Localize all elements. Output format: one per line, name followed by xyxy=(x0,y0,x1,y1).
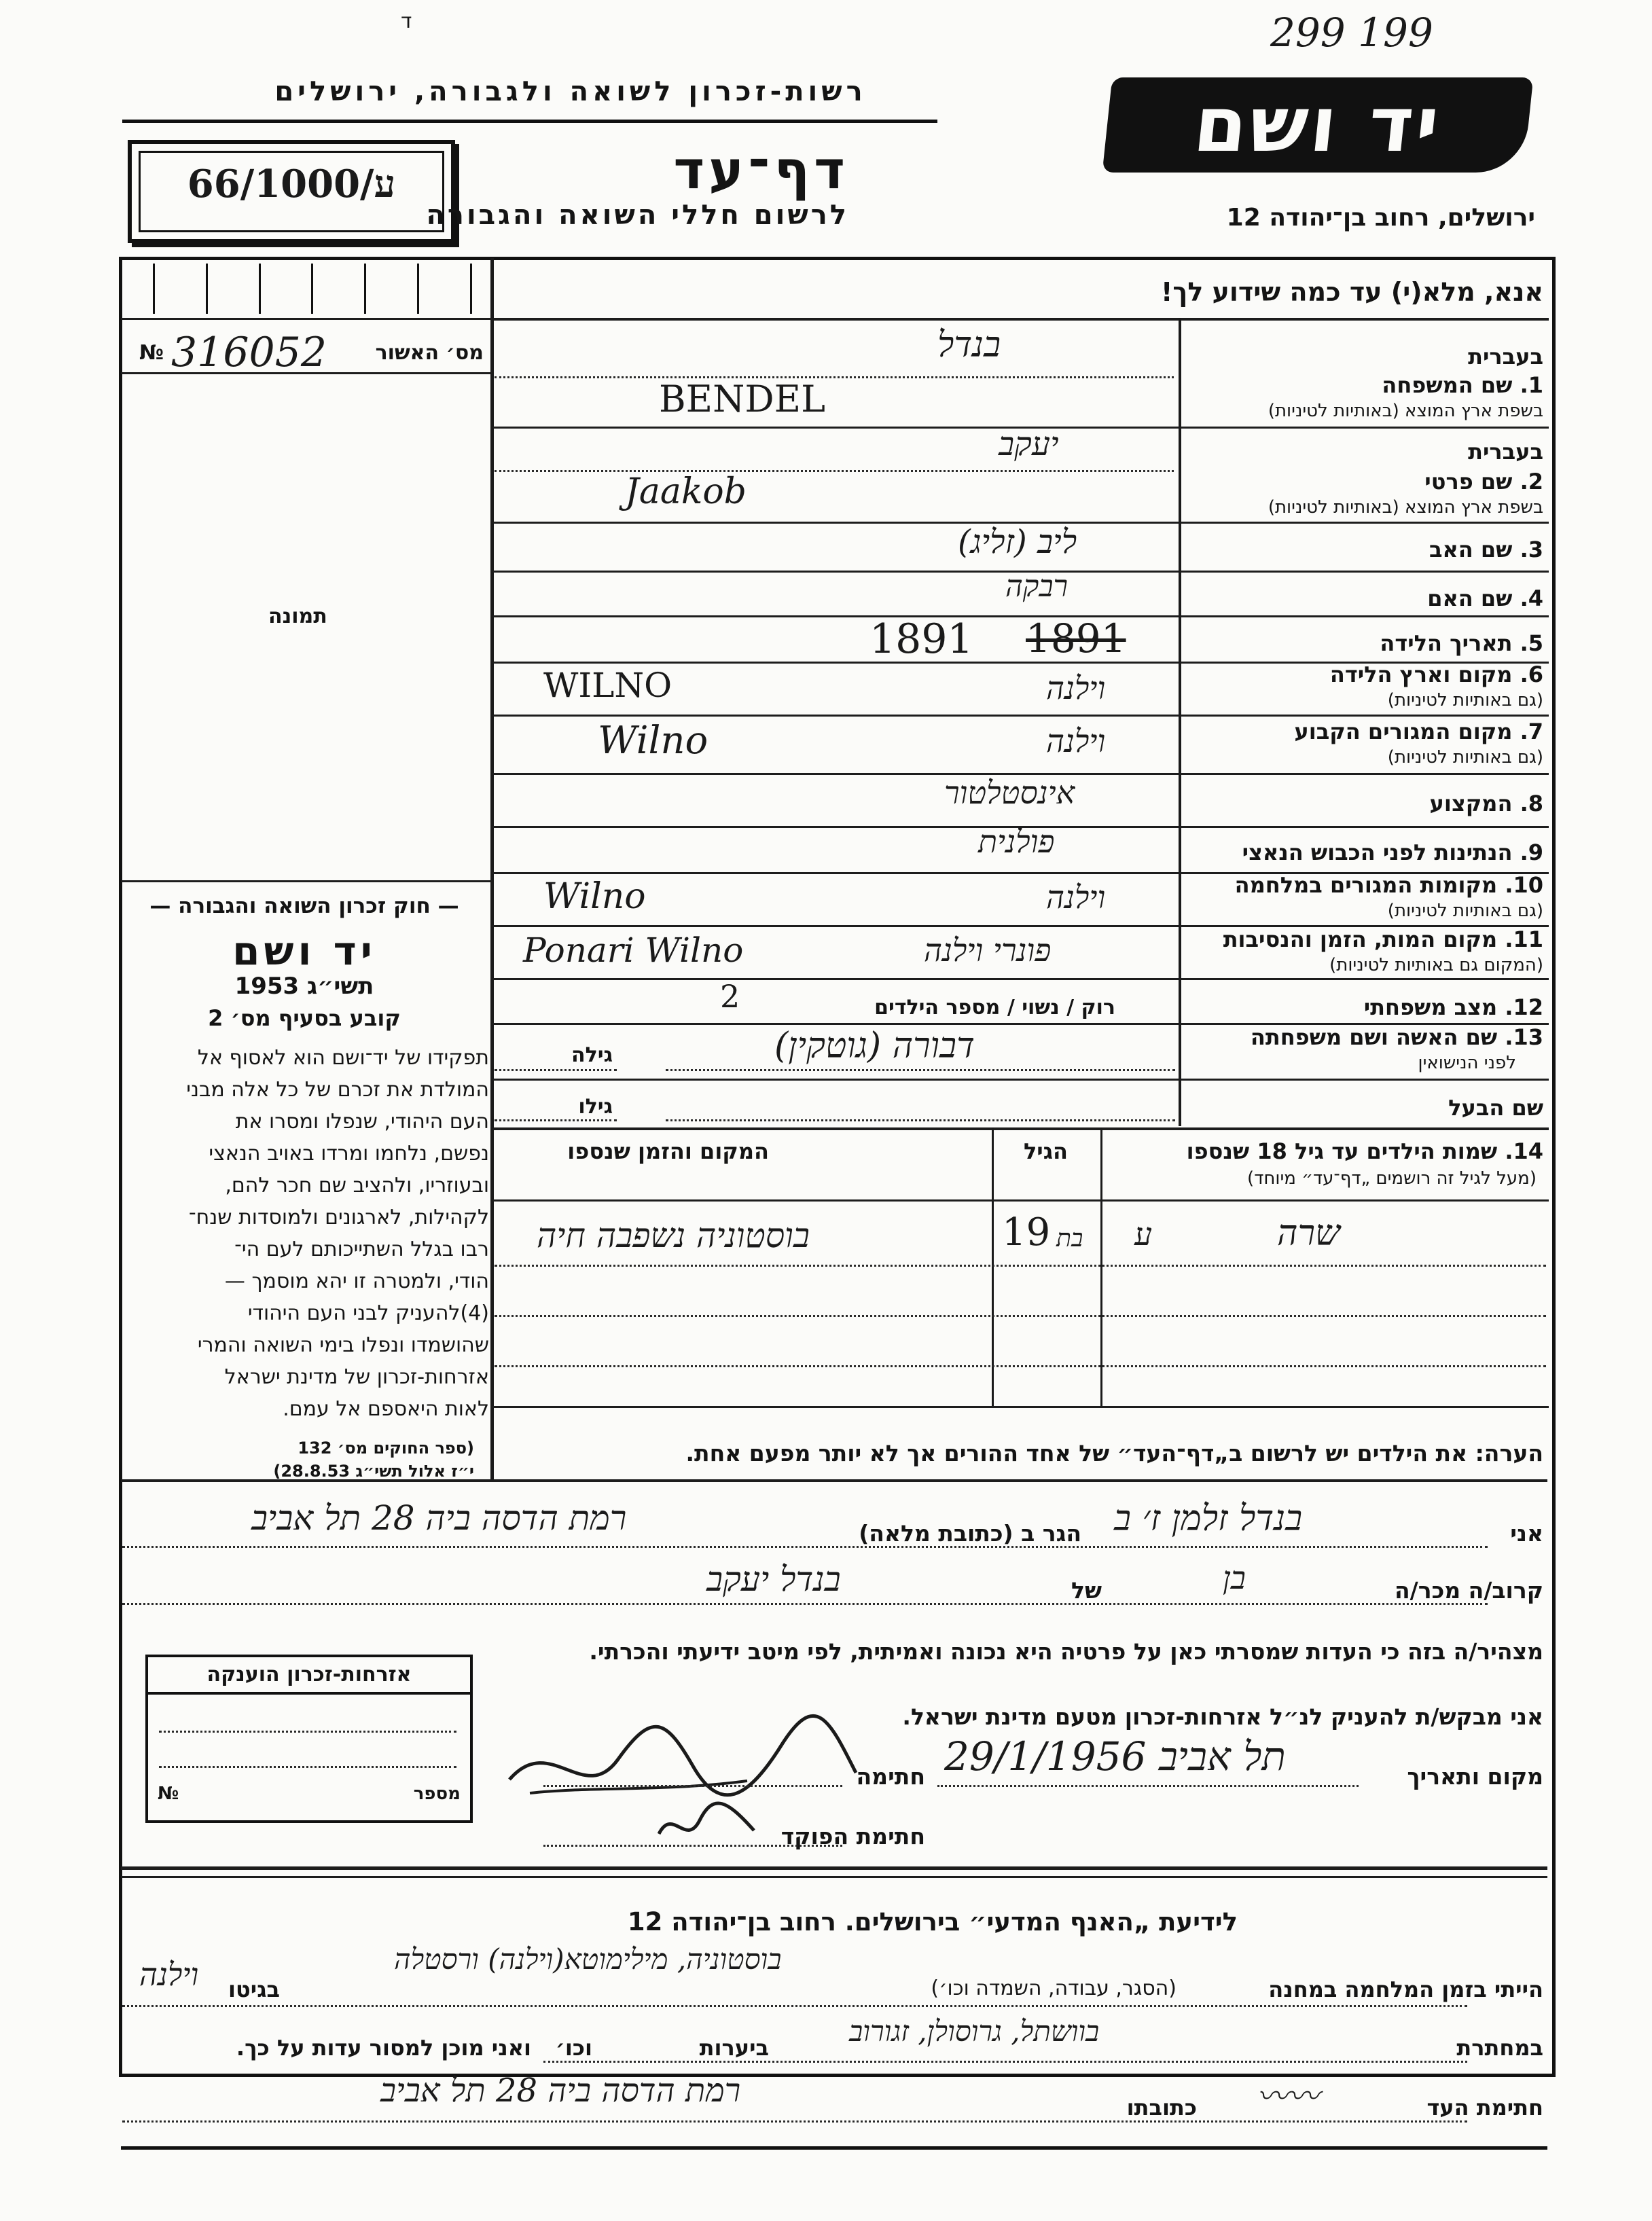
birthplace-hebrew: וילנה xyxy=(1046,670,1106,706)
relation-label: קרוב/ה מכר/ה xyxy=(1395,1577,1543,1604)
law-year: תשי״ג 1953 xyxy=(234,973,374,1000)
witness-address-label: כתובתו xyxy=(1126,2095,1197,2120)
field-2-sublabel: בשפת ארץ המוצא (באותיות לטיניות) xyxy=(1268,497,1543,518)
logo-text: יד ושם xyxy=(1189,81,1446,169)
etc-label: וכו׳ xyxy=(555,2035,592,2061)
children-age-col-right xyxy=(1100,1127,1102,1406)
place-date-line xyxy=(937,1785,1359,1787)
law-title: — חוק זכרון השואה והגבורה — xyxy=(149,894,459,918)
wife-age-line xyxy=(495,1069,617,1071)
signature-line xyxy=(543,1785,842,1787)
wife-name-line xyxy=(666,1069,1175,1071)
witness-line xyxy=(122,2120,1467,2123)
marital-options: רוק / נשוי / מספר הילדים xyxy=(874,996,1115,1019)
family-name-latin: BENDEL xyxy=(659,378,825,420)
field-1-sublabel: בשפת ארץ המוצא (באותיות לטיניות) xyxy=(1268,401,1543,421)
ready-text: ואני מוכן למסור עדות על כך. xyxy=(236,2035,531,2061)
field-11-sublabel: (המקום גם באותיות לטיניות) xyxy=(1329,955,1543,975)
camp-value: בוסטוניה, מילימוטא(וילנה) ורסטלה xyxy=(394,1943,782,1976)
profession: אינסטלטור xyxy=(944,774,1075,811)
form-bottom-edge xyxy=(121,2146,1547,2150)
relation-value: בן xyxy=(1223,1559,1246,1596)
labels-column-divider xyxy=(1179,318,1181,1126)
corner-archive-note: 299 199 xyxy=(1270,10,1433,56)
field-3-label: 3. שם האב xyxy=(1429,537,1543,562)
instruction-text: אנא, מלא(י) עד כמה שידוע לך! xyxy=(1161,277,1543,307)
of-label: של xyxy=(1071,1577,1102,1604)
field-4-rule xyxy=(492,615,1549,617)
request-text: אני מבקש/ת להעניק לנ״ל אזרחות-זכרון מטעם מדינת ישראל. xyxy=(902,1703,1543,1730)
underground-value: בוושתל, גרוסולן, זגורוב xyxy=(849,2015,1100,2048)
logo-badge xyxy=(1102,77,1534,173)
children-line-3 xyxy=(495,1365,1546,1367)
place-date-value: תל אביב 29/1/1956 xyxy=(944,1733,1286,1780)
photo-bottom-rule xyxy=(121,880,492,882)
children-sublabel: (מעל לגיל זה רושמים „דף־עד״ מיוחד) xyxy=(1247,1168,1537,1189)
children-table-bottom xyxy=(492,1406,1549,1408)
witness-divider-2 xyxy=(121,1876,1547,1878)
law-line: לאות היאספם אל עמם. xyxy=(283,1397,489,1421)
death-place-latin: Ponari Wilno xyxy=(523,931,744,970)
field-2-label: 2. שם פרטי xyxy=(1424,469,1543,494)
law-reference-1: (ספר החוקים מס׳ 132 xyxy=(298,1439,474,1458)
header-address: ירושלים, רחוב בן־יהודה 12 xyxy=(1226,204,1535,232)
birthplace-latin: WILNO xyxy=(543,666,672,705)
first-name-latin: Jaakob xyxy=(625,471,747,512)
family-name-hebrew: בנדל xyxy=(937,325,1001,365)
field-13-rule xyxy=(492,1079,1549,1081)
law-line: העם היהודי, שנפלו ומסרו את xyxy=(235,1110,489,1134)
note-rule xyxy=(121,1479,1547,1482)
form-title: דף־עד xyxy=(673,140,849,201)
catalogue-stamp-code: 66/1000/ע xyxy=(187,162,396,206)
left-column-divider xyxy=(490,258,494,1479)
field-8-label: 8. המקצוע xyxy=(1429,791,1543,816)
camp-line xyxy=(122,2005,1467,2007)
tick-boxes-rule xyxy=(121,318,492,320)
declarant-label: אני xyxy=(1510,1520,1543,1547)
husband-label: שם הבעל xyxy=(1448,1095,1543,1121)
field-2-hebrew-line xyxy=(495,470,1174,472)
place-date-label: מקום ותאריך xyxy=(1407,1763,1543,1790)
child-age: 19 xyxy=(1002,1210,1051,1254)
witness-address: רמת הדסה ביה 28 תל אביב xyxy=(380,2072,741,2110)
ghetto-label: בגיטו xyxy=(228,1976,280,2002)
law-reference-2: י״ז אלול תשי״ג 28.8.53) xyxy=(273,1462,474,1481)
nationality: פולנית xyxy=(978,823,1055,860)
law-line: ובעוזריו, ולהציב שם חכר להם, xyxy=(225,1174,489,1197)
citizenship-number-prefix: № xyxy=(158,1784,179,1804)
forests-label: ביערות xyxy=(699,2035,769,2061)
death-place-hebrew: פונרי וילנה xyxy=(924,932,1052,969)
law-name: יד ושם xyxy=(232,928,376,974)
child-relation: בת xyxy=(1056,1225,1083,1252)
signature-label: חתימה xyxy=(856,1763,925,1790)
witness-title: לידיעת „האנף המדעי״ בירושלים. רחוב בן־יהודה 12 xyxy=(627,1907,1238,1936)
field-9-label: 9. הנתינות לפני הכבוש הנאצי xyxy=(1242,839,1543,865)
husband-age-line xyxy=(495,1119,617,1121)
wife-age-label: גילה xyxy=(571,1043,613,1067)
top-tick-mark: ד xyxy=(401,10,412,33)
law-line: אזרחות-זכרון של מדינת ישראל xyxy=(224,1365,489,1389)
camp-types: (הסגר, עבודה, השמדה וכו׳) xyxy=(931,1976,1177,2000)
declarant-address: רמת הדסה ביה 28 תל אביב xyxy=(251,1498,627,1538)
children-header-rule xyxy=(492,1199,1549,1202)
child-name: שרה xyxy=(1277,1213,1340,1254)
declarant-name: בנדל זלמן ז׳ ב xyxy=(1114,1498,1303,1539)
ghetto-value: וילנה xyxy=(139,1956,199,1993)
field-4-label: 4. שם האם xyxy=(1427,585,1543,611)
camp-line-prefix: הייתי בזמן המלחמה במחנה xyxy=(1268,1976,1543,2002)
field-1-label: 1. שם המשפחה xyxy=(1382,372,1543,398)
law-line: תפקידו של יד־ושם הוא לאסוף אל xyxy=(197,1046,489,1070)
wartime-residence-latin: Wilno xyxy=(543,876,646,917)
children-label: 14. שמות הילדים עד גיל 18 שנספו xyxy=(1186,1138,1543,1164)
field-6-label: 6. מקום וארץ הלידה xyxy=(1329,662,1543,687)
law-line: לקהילות, לארגונים ולמוסדות שנח־ xyxy=(188,1206,489,1229)
citizenship-box-title: אזרחות-זכרון הוענקה xyxy=(148,1657,470,1695)
law-line: הודי, ולמטרה זו יהא מוסמך — xyxy=(224,1269,489,1293)
declaration-text: מצהיר/ה בזה כי העדות שמסרתי כאן על פרטיה היא נכונה ואמיתית, לפי מיטב ידיעתי והכרתי. xyxy=(589,1638,1543,1665)
husband-age-label: גילו xyxy=(578,1095,613,1119)
field-11-rule xyxy=(492,978,1549,980)
children-count: 2 xyxy=(720,978,740,1015)
underground-label: במחתרת xyxy=(1456,2035,1543,2061)
citizenship-number-label: מספר xyxy=(413,1784,461,1804)
field-13-sublabel: לפני הנישואין xyxy=(1418,1053,1516,1073)
witness-divider-1 xyxy=(121,1866,1547,1870)
father-name: ליב (זליג) xyxy=(958,523,1077,561)
residence-latin: Wilno xyxy=(598,719,708,763)
wartime-residence-hebrew: וילנה xyxy=(1046,879,1106,916)
child-place: בוסטוניה נשפבה חיה xyxy=(537,1216,810,1255)
field-6-rule xyxy=(492,715,1549,717)
children-age-col-left xyxy=(992,1127,994,1406)
field-husband-rule xyxy=(492,1127,1549,1130)
relation-line xyxy=(122,1603,1488,1605)
header-rule xyxy=(122,120,937,123)
children-line-1 xyxy=(495,1265,1546,1267)
husband-name-line xyxy=(666,1119,1175,1121)
field-2-lang: בעברית xyxy=(1468,439,1543,465)
of-name: בנדל יעקב xyxy=(706,1559,841,1599)
children-place-header: המקום והזמן שנספו xyxy=(567,1138,769,1164)
mother-name: רבקה xyxy=(1005,569,1069,604)
children-age-header: הגיל xyxy=(1023,1138,1068,1164)
law-line: נפשם, נלחמו ומרדו באויב הנאצי xyxy=(209,1142,489,1166)
field-1-lang: בעברית xyxy=(1468,344,1543,369)
approval-prefix: № xyxy=(139,341,164,365)
underground-line xyxy=(543,2061,1467,2063)
birth-year: 1891 xyxy=(869,615,973,663)
resides-label: הגר ב (כתובת מלאה) xyxy=(859,1520,1081,1547)
form-subtitle: לרשום חללי השואה והגבורה xyxy=(426,200,849,231)
law-text xyxy=(136,1042,489,1425)
field-6-sublabel: (גם באותיות לטיניות) xyxy=(1387,690,1543,710)
field-5-label: 5. תאריך הלידה xyxy=(1380,630,1543,656)
law-line: (4)להעניק לבני העם היהודי xyxy=(247,1301,489,1325)
official-signature-label: חתימת הפוקד xyxy=(780,1823,925,1849)
citizenship-line-1 xyxy=(159,1731,456,1733)
field-13-label: 13. שם האשה ושם משפחתה xyxy=(1250,1024,1543,1050)
photo-label: תמונה xyxy=(268,604,327,628)
children-note: הערה: את הילדים יש לרשום ב„דף־העד״ של אחד ההורים אך לא יותר מפעם אחת. xyxy=(685,1440,1543,1466)
official-signature-line xyxy=(543,1845,842,1847)
residence-hebrew: וילנה xyxy=(1046,723,1106,759)
field-10-label: 10. מקומות המגורים במלחמה xyxy=(1234,872,1543,898)
field-7-label: 7. מקום המגורים הקבוע xyxy=(1294,719,1543,744)
first-name-hebrew: יעקב xyxy=(999,425,1059,463)
witness-signature: 〰︎〰︎ xyxy=(1257,2078,1319,2114)
wife-name: דבורה (גוטקין) xyxy=(774,1026,975,1066)
citizenship-line-2 xyxy=(159,1766,456,1768)
children-line-2 xyxy=(495,1315,1546,1317)
field-1-hebrew-line xyxy=(495,376,1174,378)
approval-number: 316052 xyxy=(171,329,327,376)
field-10-sublabel: (גם באותיות לטיניות) xyxy=(1387,901,1543,921)
authority-name: רשות-זכרון לשואה ולגבורה, ירושלים xyxy=(274,76,867,107)
tick-boxes xyxy=(153,264,472,314)
law-line: שהושמדו ונפלו בימי השואה והמרי xyxy=(197,1333,489,1357)
law-line: רבו בגלל השתייכותם לעם הי־ xyxy=(234,1238,489,1261)
child-mark: ע xyxy=(1134,1216,1153,1252)
field-11-label: 11. מקום המות, הזמן והנסיבות xyxy=(1223,926,1543,952)
declarant-signature xyxy=(489,1705,869,1807)
field-12-label: 12. מצב משפחתי xyxy=(1363,994,1543,1020)
instruction-rule xyxy=(492,318,1549,321)
witness-signature-label: חתימת העד xyxy=(1426,2095,1543,2120)
approval-label: מס׳ האשור xyxy=(375,341,484,365)
birth-year-struck: 1891 xyxy=(1026,615,1126,662)
declarant-line xyxy=(122,1546,1488,1548)
citizenship-box xyxy=(145,1655,473,1823)
approval-rule xyxy=(121,372,492,374)
law-line: המולדת את זכרם של כל אלה מבני xyxy=(186,1078,489,1102)
field-7-sublabel: (גם באותיות לטיניות) xyxy=(1387,747,1543,768)
law-clause: קובע בסעיף מס׳ 2 xyxy=(208,1005,401,1031)
